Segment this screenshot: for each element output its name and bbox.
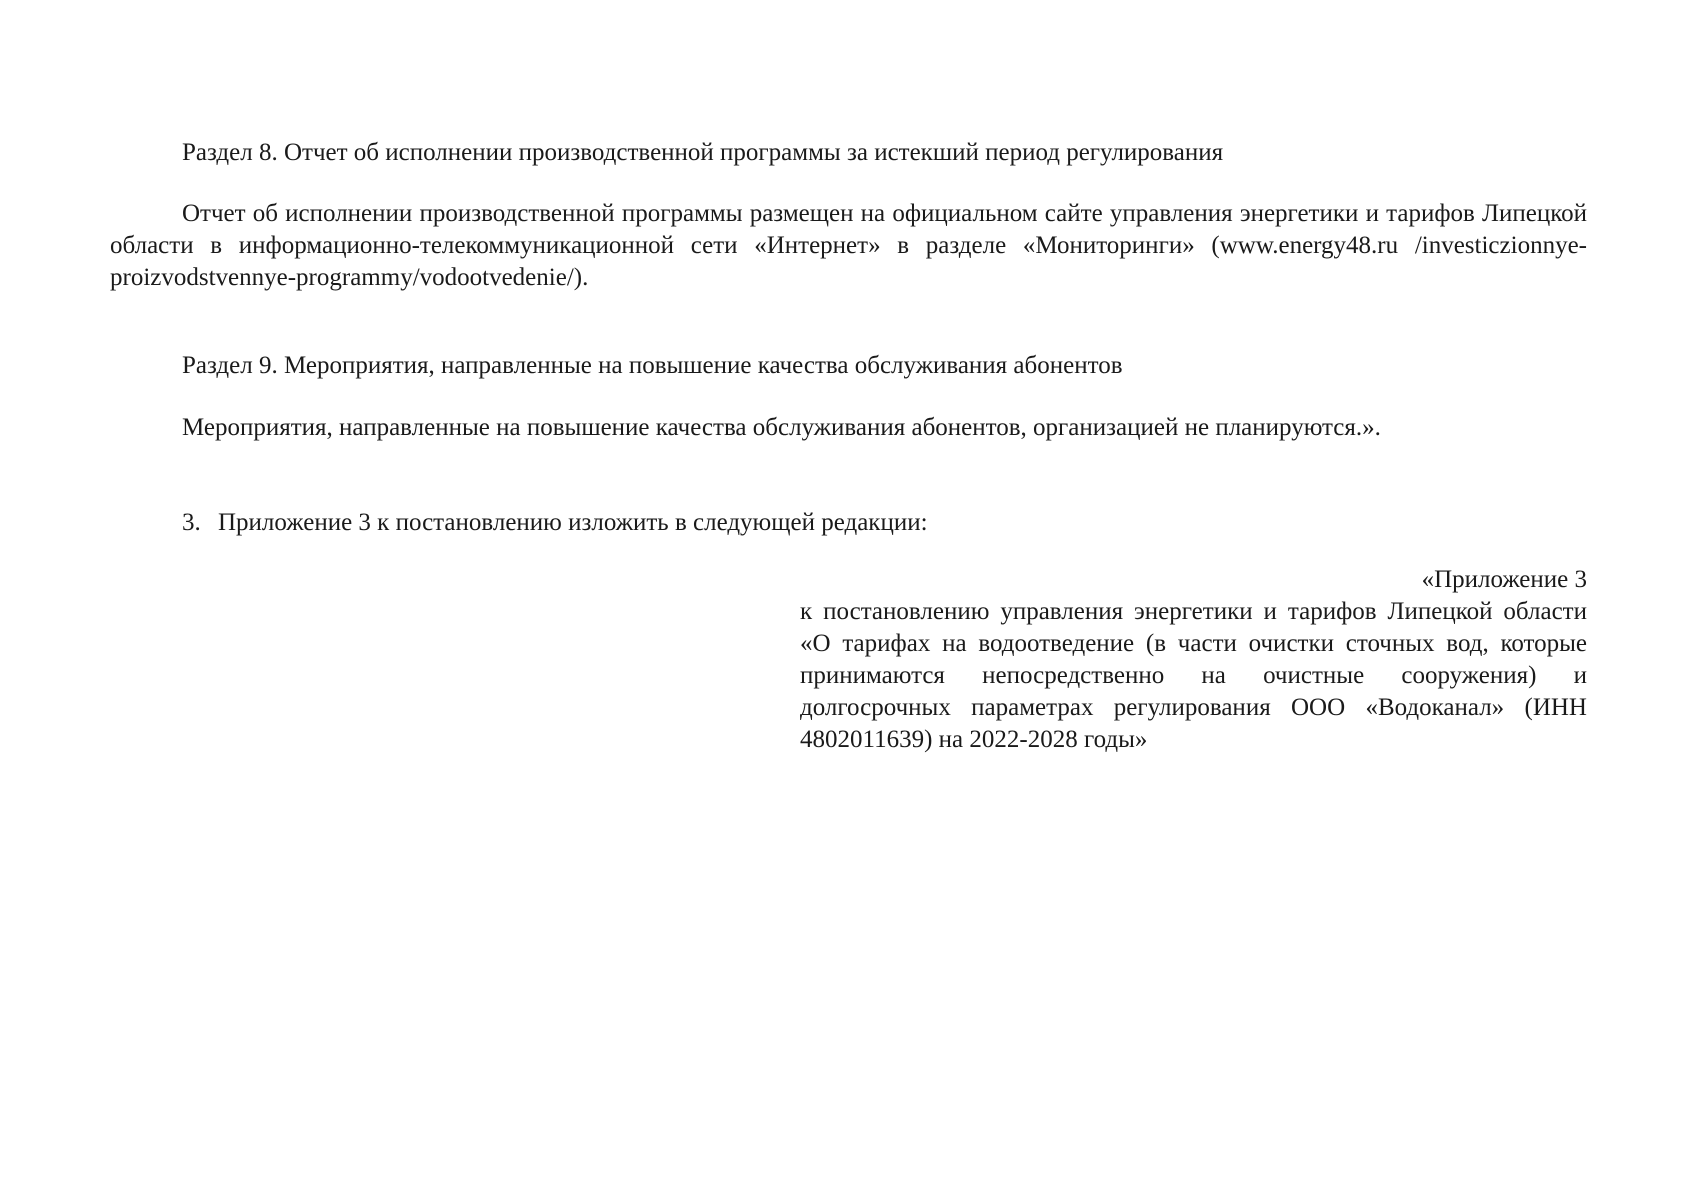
appendix-body: к постановлению управления энергетики и тарифов Липецкой области «О тарифах на водоотведение (в части очистки сточных вод, которые принимаются непосредственно на очистные сооружения) и долгосрочных параметрах регулирования ООО «Водоканал» (ИНН 4802011639) на 2022-2028 годы» xyxy=(800,598,1587,753)
section-8-text xyxy=(110,198,1587,294)
section-9-text: Мероприятия, направленные на повышение качества обслуживания абонентов, организацией не планируются.». xyxy=(182,414,1381,441)
appendix-title: «Приложение 3 xyxy=(1421,566,1587,593)
appendix-header-block xyxy=(800,564,1587,756)
item-3-number: 3. xyxy=(182,509,201,536)
section-9-heading: Раздел 9. Мероприятия, направленные на повышение качества обслуживания абонентов xyxy=(182,352,1123,379)
section-8-text-content: Отчет об исполнении производственной программы размещен на официальном сайте управления энергетики и тарифов Липецкой области в информационно-телекоммуникационной сети «Интернет» в разделе «Мониторинги» (www.energy48.ru /investiczionnye-proizvodstvennye-programmy/vodootvedenie/). xyxy=(110,200,1587,291)
section-8-heading: Раздел 8. Отчет об исполнении производственной программы за истекший период регулирования xyxy=(182,139,1224,166)
item-3 xyxy=(182,507,928,539)
item-3-text: Приложение 3 к постановлению изложить в следующей редакции: xyxy=(218,509,928,536)
